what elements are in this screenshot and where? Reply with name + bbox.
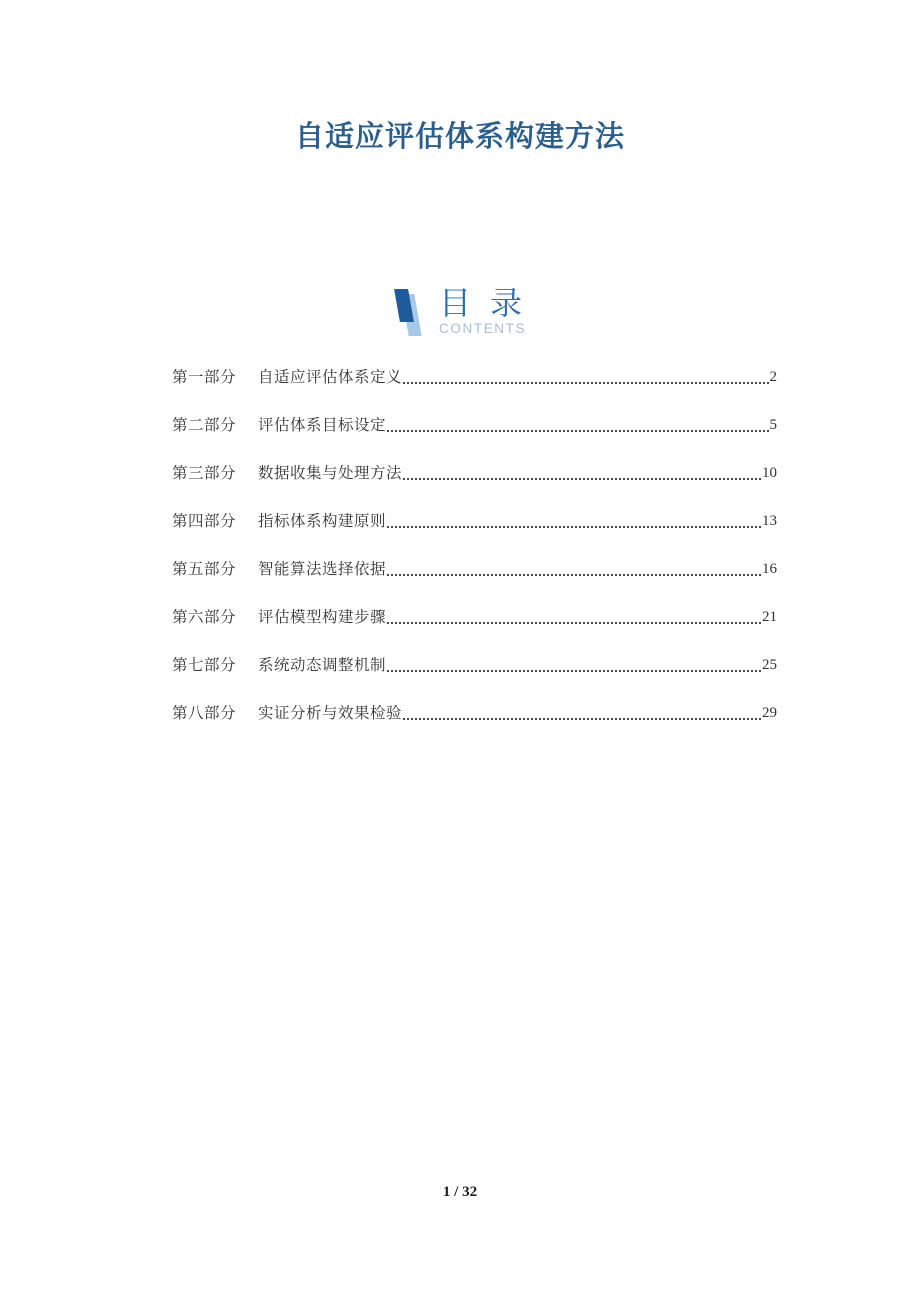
- toc-entry-title: 数据收集与处理方法: [258, 464, 403, 482]
- toc-heading: 目 录: [439, 285, 527, 321]
- toc-entry-title: 系统动态调整机制: [258, 656, 387, 674]
- toc-entry[interactable]: [172, 366, 777, 388]
- toc-entry[interactable]: [172, 558, 777, 580]
- toc-entry[interactable]: [172, 702, 777, 724]
- toc-entry-part: 第七部分: [172, 656, 237, 674]
- toc-entry-part: 第三部分: [172, 464, 237, 482]
- toc-logo-text: [439, 286, 527, 336]
- toc-dot-leader: [387, 622, 761, 624]
- toc-entry[interactable]: [172, 606, 777, 628]
- toc-entry-title: 评估模型构建步骤: [258, 608, 387, 626]
- toc-dot-leader: [403, 382, 768, 384]
- toc-entry[interactable]: [172, 462, 777, 484]
- toc-entry-part: 第八部分: [172, 704, 237, 722]
- toc-entry-page: 2: [769, 369, 777, 385]
- toc-entry-page: 10: [762, 465, 777, 481]
- toc-entry-title: 实证分析与效果检验: [258, 704, 403, 722]
- toc-entry-title: 智能算法选择依据: [258, 560, 387, 578]
- toc-entry[interactable]: [172, 414, 777, 436]
- document-title: 自适应评估体系构建方法: [294, 121, 625, 153]
- toc-entry[interactable]: [172, 510, 777, 532]
- page-number-indicator: 1 / 32: [442, 1184, 478, 1200]
- toc-dot-leader: [387, 574, 761, 576]
- toc-entry-page: 25: [762, 657, 777, 673]
- toc-entry-part: 第二部分: [172, 416, 237, 434]
- toc-subheading: CONTENTS: [439, 321, 527, 336]
- toc-entry-title: 指标体系构建原则: [258, 512, 387, 530]
- toc-dot-leader: [403, 478, 761, 480]
- toc-dot-leader: [387, 526, 761, 528]
- toc-dot-leader: [387, 670, 761, 672]
- toc-entry-page: 5: [769, 417, 777, 433]
- toc-entry-title: 评估体系目标设定: [258, 416, 387, 434]
- toc-entry-page: 13: [762, 513, 777, 529]
- toc-entry-part: 第六部分: [172, 608, 237, 626]
- toc-entry-part: 第一部分: [172, 368, 237, 386]
- toc-entry-page: 29: [762, 705, 777, 721]
- toc-entry-part: 第五部分: [172, 560, 237, 578]
- toc-logo: [0, 286, 920, 344]
- toc-dot-leader: [403, 718, 761, 720]
- bookmark-icon: [393, 286, 429, 344]
- toc-entry-part: 第四部分: [172, 512, 237, 530]
- toc-list: [172, 366, 777, 750]
- toc-entry[interactable]: [172, 654, 777, 676]
- toc-entry-page: 21: [762, 609, 777, 625]
- toc-entry-page: 16: [762, 561, 777, 577]
- toc-entry-title: 自适应评估体系定义: [258, 368, 403, 386]
- toc-dot-leader: [387, 430, 768, 432]
